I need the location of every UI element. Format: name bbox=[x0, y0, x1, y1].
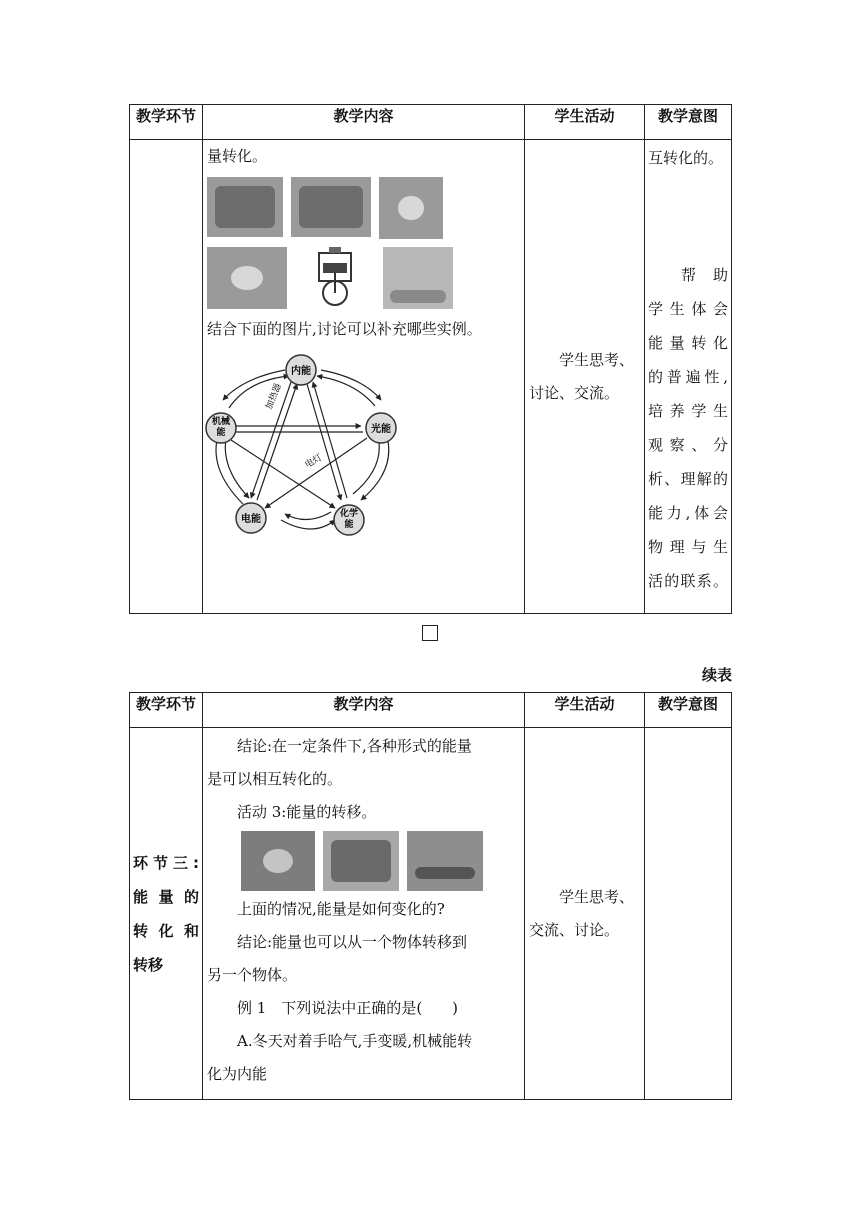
section-cell bbox=[130, 140, 203, 614]
hydro-dam-photo bbox=[291, 177, 371, 237]
content-cell bbox=[203, 140, 525, 614]
purpose-line: 能力,体会 bbox=[648, 504, 728, 522]
header-content: 教学内容 bbox=[203, 105, 525, 140]
svg-text:光能: 光能 bbox=[371, 424, 391, 435]
content-line: A.冬天对着手哈气,手变暖,机械能转 bbox=[237, 1032, 473, 1050]
image-row-1 bbox=[203, 173, 524, 243]
content-line: 上面的情况,能量是如何变化的? bbox=[237, 900, 445, 918]
svg-text:化学: 化学 bbox=[339, 509, 359, 519]
node-internal-energy bbox=[286, 355, 316, 385]
header-section: 教学环节 bbox=[130, 693, 203, 728]
energy-diagram-svg bbox=[203, 348, 403, 538]
section-cell bbox=[130, 728, 203, 1100]
purpose-top: 互转化的。 bbox=[648, 149, 724, 167]
section-line: 转 化 和 bbox=[133, 921, 199, 940]
table-header-row bbox=[130, 105, 732, 140]
newtons-cradle-photo bbox=[407, 831, 483, 891]
content-text: 量转化。 bbox=[207, 147, 268, 165]
content-line: 化为内能 bbox=[207, 1065, 268, 1083]
svg-text:电能: 电能 bbox=[241, 514, 261, 525]
section-line: 能 量 的 bbox=[133, 887, 199, 906]
activity-line-2: 讨论、交流。 bbox=[529, 383, 620, 402]
node-light-energy bbox=[366, 413, 396, 443]
kettle-on-stove-photo bbox=[241, 831, 315, 891]
purpose-line: 物理与生 bbox=[648, 538, 728, 556]
table-header-row bbox=[130, 693, 732, 728]
header-purpose: 教学意图 bbox=[645, 693, 732, 728]
purpose-line: 观察、分 bbox=[648, 436, 728, 454]
continued-label: 续表 bbox=[701, 666, 732, 684]
purpose-line: 帮 助 bbox=[681, 266, 728, 284]
purpose-line: 的普遍性, bbox=[648, 368, 728, 386]
content-cell bbox=[203, 728, 525, 1100]
placeholder-box bbox=[422, 625, 438, 641]
fruit-plant-photo bbox=[207, 247, 287, 309]
heater-label: 加热器 bbox=[264, 382, 284, 412]
node-mechanical-energy bbox=[206, 413, 236, 443]
energy-conversion-diagram bbox=[203, 346, 524, 542]
hot-water-bag-photo bbox=[323, 831, 399, 891]
purpose-line: 培养学生 bbox=[648, 402, 728, 420]
person-warming-hands-photo bbox=[207, 177, 283, 237]
content-line: 活动 3:能量的转移。 bbox=[237, 803, 377, 821]
section-line: 转移 bbox=[133, 955, 164, 974]
image-row-2 bbox=[203, 243, 524, 313]
activity-line-2: 交流、讨论。 bbox=[529, 920, 620, 939]
svg-text:能: 能 bbox=[344, 520, 354, 530]
lesson-table-2 bbox=[129, 692, 732, 1100]
header-student-activity: 学生活动 bbox=[525, 105, 645, 140]
svg-text:机械: 机械 bbox=[211, 417, 231, 427]
table-row bbox=[130, 140, 732, 614]
electric-fan-photo bbox=[379, 177, 443, 239]
content-line: 结论:能量也可以从一个物体转移到 bbox=[237, 933, 468, 951]
node-chemical-energy bbox=[334, 505, 364, 535]
section-line: 环节三: bbox=[133, 853, 199, 872]
purpose-text bbox=[645, 258, 731, 598]
header-section: 教学环节 bbox=[130, 105, 203, 140]
street-lamp-photo bbox=[383, 247, 453, 309]
lamp-label: 电灯 bbox=[303, 452, 325, 471]
activity-line-1: 学生思考、 bbox=[559, 887, 635, 906]
discuss-text: 结合下面的图片,讨论可以补充哪些实例。 bbox=[207, 320, 482, 338]
header-content: 教学内容 bbox=[203, 693, 525, 728]
student-activity-cell bbox=[525, 140, 645, 614]
svg-text:能: 能 bbox=[216, 428, 226, 438]
student-activity-cell bbox=[525, 728, 645, 1100]
table-row bbox=[130, 728, 732, 1100]
purpose-line: 学生体会 bbox=[648, 300, 728, 318]
content-line: 结论:在一定条件下,各种形式的能量 bbox=[237, 737, 472, 755]
purpose-line: 能量转化 bbox=[648, 334, 728, 352]
lesson-table-1 bbox=[129, 104, 732, 614]
svg-text:内能: 内能 bbox=[291, 366, 311, 377]
content-line: 另一个物体。 bbox=[207, 966, 298, 984]
content-line: 例 1 下列说法中正确的是( ) bbox=[237, 999, 459, 1017]
purpose-cell bbox=[645, 140, 732, 614]
activity-line-1: 学生思考、 bbox=[559, 350, 635, 369]
node-electric-energy bbox=[236, 503, 266, 533]
purpose-cell bbox=[645, 728, 732, 1100]
header-purpose: 教学意图 bbox=[645, 105, 732, 140]
image-row bbox=[203, 829, 524, 893]
content-line: 是可以相互转化的。 bbox=[207, 770, 343, 788]
engine-piston-diagram bbox=[295, 247, 375, 309]
header-student-activity: 学生活动 bbox=[525, 693, 645, 728]
purpose-line: 活的联系。 bbox=[648, 572, 728, 590]
purpose-line: 析、理解的 bbox=[648, 470, 728, 488]
